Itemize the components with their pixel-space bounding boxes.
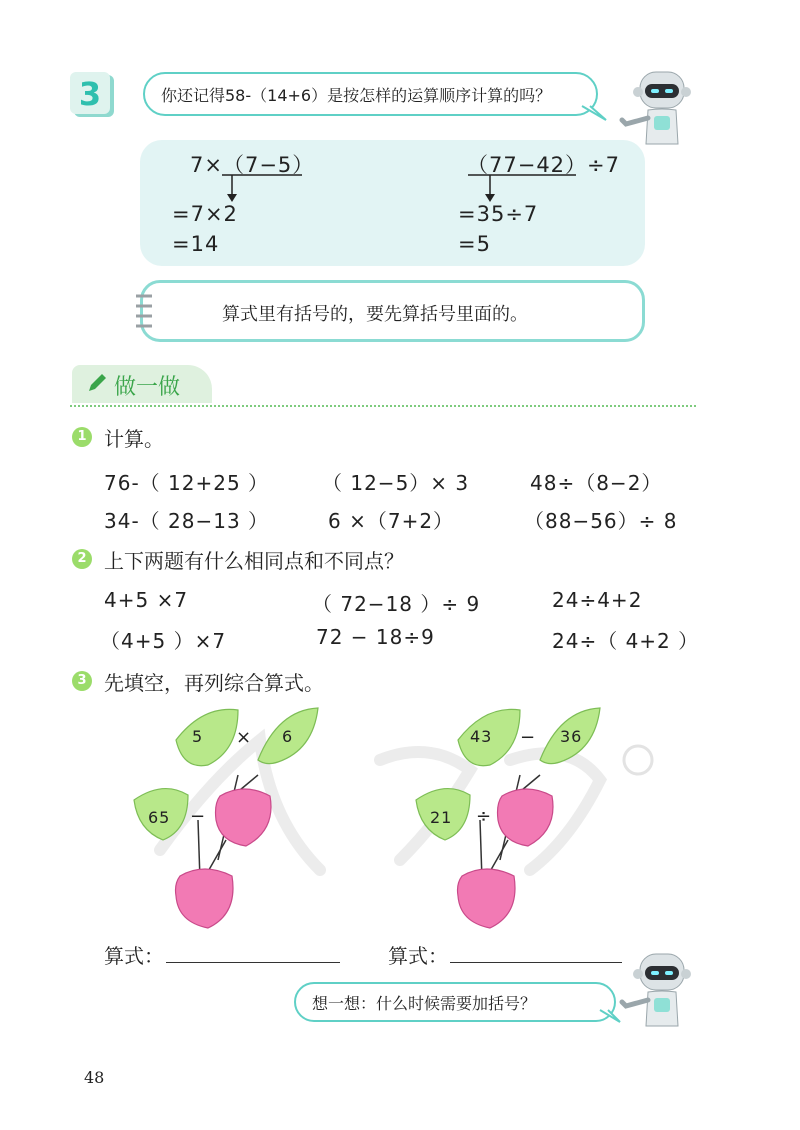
question-text: 你还记得58-（14+6）是按怎样的运算顺序计算的吗？ <box>161 85 552 105</box>
q1-item-5: 6 ×（7+2） <box>328 509 455 533</box>
left-step-1: =7×2 <box>172 202 238 226</box>
page-number: 48 <box>84 1068 105 1087</box>
q1-item-6: （88−56）÷ 8 <box>524 509 678 533</box>
spiral-binding-icon <box>132 290 158 332</box>
robot-icon <box>618 952 698 1028</box>
q2-number: 2 <box>72 549 92 569</box>
right-step-1: =35÷7 <box>458 202 539 226</box>
right-leaf-c: 21 <box>430 808 453 827</box>
example-number: 3 <box>78 75 102 113</box>
think-bubble <box>294 982 616 1022</box>
q2-item-5: 72 − 18÷9 <box>316 625 435 649</box>
q3-number: 3 <box>72 671 92 691</box>
q2-item-4: （4+5 ）×7 <box>100 629 227 653</box>
think-text: 想一想：什么时候需要加括号？ <box>312 993 537 1013</box>
right-formula-blank[interactable] <box>450 962 622 963</box>
q2-item-3: 24÷4+2 <box>552 588 643 612</box>
practice-title: 做一做 <box>114 375 181 400</box>
robot-icon <box>618 70 698 146</box>
left-op-bottom: − <box>190 806 207 827</box>
right-step-2: =5 <box>458 232 491 256</box>
q2-item-1: 4+5 ×7 <box>104 588 189 612</box>
q2-text: 上下两题有什么相同点和不同点？ <box>104 549 404 573</box>
right-formula-label: 算式： <box>388 944 448 968</box>
right-leaf-b: 36 <box>560 727 583 746</box>
pencil-icon <box>86 372 108 394</box>
q2-item-6: 24÷（ 4+2 ） <box>552 629 700 653</box>
q3-text: 先填空，再列综合算式。 <box>104 671 324 695</box>
example-number-badge <box>70 72 110 114</box>
right-op-bottom: ÷ <box>476 806 493 827</box>
q1-item-3: 48÷（8−2） <box>530 471 663 495</box>
right-step-arrow <box>456 172 596 206</box>
left-formula-label: 算式： <box>104 944 164 968</box>
right-op-top: − <box>520 727 537 748</box>
right-expression: （77−42）÷7 <box>467 153 620 177</box>
left-expression: 7×（7−5） <box>190 153 315 177</box>
q1-number: 1 <box>72 427 92 447</box>
left-op-top: × <box>236 727 253 748</box>
left-leaf-b: 6 <box>282 727 294 746</box>
dotted-divider <box>70 405 696 407</box>
left-step-arrow <box>170 172 310 206</box>
right-leaf-a: 43 <box>470 727 493 746</box>
q1-item-1: 76-（ 12+25 ） <box>104 471 270 495</box>
left-leaf-c: 65 <box>148 808 171 827</box>
q1-item-4: 34-（ 28−13 ） <box>104 509 270 533</box>
question-bubble <box>143 72 598 116</box>
q2-item-2: （ 72−18 ）÷ 9 <box>312 592 481 616</box>
question-bubble-tail <box>580 104 610 124</box>
q1-text: 计算。 <box>104 427 164 451</box>
left-leaf-a: 5 <box>192 727 204 746</box>
q1-item-2: （ 12−5）× 3 <box>322 471 470 495</box>
rule-text: 算式里有括号的，要先算括号里面的。 <box>222 304 528 325</box>
left-step-2: =14 <box>172 232 220 256</box>
left-formula-blank[interactable] <box>166 962 340 963</box>
